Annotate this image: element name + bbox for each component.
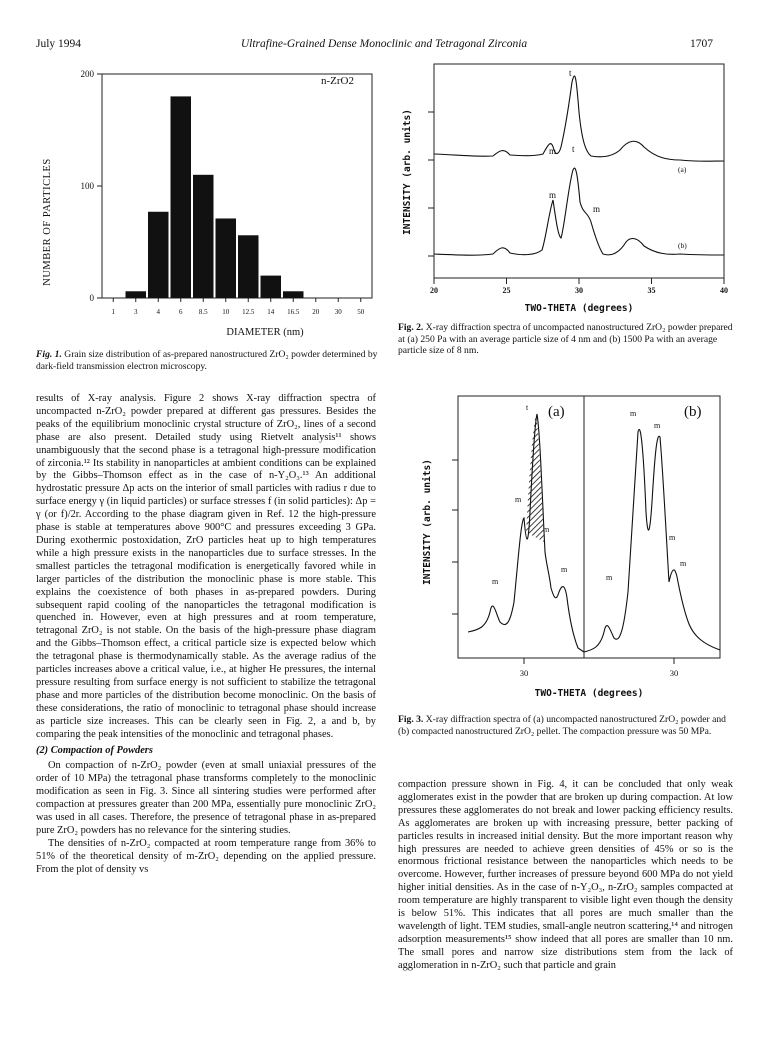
fig3-peak-a-m2: m [543, 525, 550, 534]
fig3-peak-b-m2: m [654, 421, 661, 430]
fig1-frame [102, 74, 372, 298]
fig3-curve-b [584, 429, 720, 652]
fig3-peak-b-m3: m [669, 533, 676, 542]
fig2-ylabel: INTENSITY (arb. units) [402, 109, 413, 235]
fig2-xtick-label: 20 [430, 286, 438, 295]
fig2-caption-text: X-ray diffraction spectra of uncompacted nanostructured ZrO₂ powder prepared at (a) 250 Pa with an average particle size of 4 nm and (b) 1500 Pa with an average particle size of 8 nm. [398, 322, 733, 356]
fig2-peak-label-t2: t [572, 144, 575, 154]
fig1-ytick-label: 200 [80, 69, 94, 79]
fig3-xtick-b: 30 [669, 668, 679, 678]
left-paragraph-2: On compaction of n-ZrO₂ powder (even at small uniaxial pressures of the order of 10 MPa) the tetragonal phase transforms completely to the monoclinic modification as seen in Fig. 3. Since all sintering studies were performed after compaction at pressures greater than 200 MPa, essentially pure monoclinic ZrO₂ was used in all cases. Therefore, the presence of tetragonal phase in as-prepared pure ZrO₂ powders has no relevance for the sintering studies. [36, 760, 376, 836]
fig1-ytick-label: 100 [80, 181, 94, 191]
fig1-xtick-label: 50 [357, 308, 365, 316]
fig2-xtick-label: 40 [720, 286, 728, 295]
fig3-frame [458, 396, 720, 658]
fig2-peak-label-m2: m [549, 190, 557, 200]
fig2-peak-label-m1: m [549, 146, 557, 156]
fig1-bar [261, 276, 282, 298]
fig3-panel-a: (a) [548, 404, 565, 420]
fig3-caption-text: X-ray diffraction spectra of (a) uncompacted nanostructured ZrO₂ powder and (b) compacted nanostructured ZrO₂ pellet. The compaction pressure was 50 MPa. [398, 714, 726, 737]
fig3-peak-b-m5: m [680, 559, 687, 568]
fig3-caption-label: Fig. 3. [398, 714, 424, 725]
fig2-curve-label-a: (a) [678, 165, 687, 174]
fig1-caption-text: Grain size distribution of as-prepared nanostructured ZrO₂ powder determined by dark-field transmission electron microscopy. [36, 349, 378, 372]
fig1-xtick-label: 12.5 [242, 308, 255, 316]
fig3-peak-a-m3: m [492, 577, 499, 586]
fig3-ylabel: INTENSITY (arb. units) [422, 459, 433, 585]
right-column [398, 779, 733, 973]
fig1-chart [36, 62, 386, 344]
header-page-number: 1707 [690, 38, 713, 50]
fig1-bar [193, 175, 214, 298]
fig3-yticks [452, 460, 458, 614]
header-title: Ultrafine-Grained Dense Monoclinic and Tetragonal Zirconia [240, 38, 528, 50]
fig2-xlabel: TWO-THETA (degrees) [524, 303, 634, 314]
left-paragraph-3: The densities of n-ZrO₂ compacted at room temperature range from 36% to 51% of the theoretical density of m-ZrO₂ depending on the applied pressure. From the plot of density vs [36, 837, 376, 875]
fig2-xtick-label: 35 [647, 286, 656, 295]
fig1-xtick-label: 1 [111, 308, 115, 316]
fig2-peak-label-t1: t [569, 68, 572, 78]
fig1-legend: n-ZrO2 [321, 75, 354, 87]
fig1-caption [36, 349, 381, 372]
fig1-xlabel: DIAMETER (nm) [226, 327, 304, 338]
fig1-caption-label: Fig. 1. [36, 349, 62, 360]
fig1-xtick-label: 20 [312, 308, 320, 316]
fig1-bar [283, 291, 304, 298]
fig2-xtick-label: 25 [502, 286, 511, 295]
header-date: July 1994 [36, 38, 82, 50]
fig3-peak-a-t: t [526, 403, 529, 412]
fig3-caption [398, 714, 733, 737]
fig1-xtick-label: 14 [267, 308, 275, 316]
fig1-xtick-label: 30 [334, 308, 342, 316]
section-heading: (2) Compaction of Powders [36, 745, 153, 757]
fig1-bar [238, 235, 259, 298]
fig1-xtick-label: 8.5 [198, 308, 208, 316]
fig1-bar [126, 291, 147, 298]
fig2-yticks [428, 112, 434, 256]
left-paragraph-1: results of X-ray analysis. Figure 2 shows X-ray diffraction spectra of uncompacted n-ZrO₂ powder prepared at different gas pressures. Besides the peaks of the equilibrium monoclinic crystal structure of ZrO₂, lines of a second phase are also present. Detailed study using Rietvelt analysis¹¹ shows unambiguously that the second phase is a tetragonal high-pressure modification of zirconia.¹² Its stability in nanoparticles at ambient conditions can be explained by the Gibbs–Thomson effect as in the case of n-Y₂O₃.¹³ An additional hydrostatic pressure Δp acts on the interior of small particles with radius r due to surface energy γ (in liquid particles) or surface stresses f (in solid particles): Δp = γ (or f)/2r. According to the phase diagram given in Ref. 12 the high-pressure phase is stable at temperatures above 900°C and pressures exceeding 3 GPa. During exothermic postoxidation, ZrO particles heat up to high temperatures while a high pressure exists in the nanoparticles due to surface stresses. In the smallest particles the tetragonal modification is energetically favored while in larger particles of the distribution the monoclinic phase is more stable. This explains the coexistence of both phases in as-prepared powders. During subsequent rapid cooling of the nanoparticles the tetragonal modification is quenched in. However, even at high pressures and at room temperature, tetragonal ZrO₂ is not stable. On the basis of the high-pressure phase diagram and the Gibbs–Thomson effect, a critical particle size is expected below which the tetragonal phase is thermodynamically stable. As the average radius of the particles increases above a critical value, i.e., at higher He pressures, the internal pressure resulting from surface energy is not sufficient to stabilize the tetragonal phase and more particles of the distribution become monoclinic. On the basis of these considerations, the ratio of monoclinic to tetragonal phase should increase as particle size increases. This can be clearly seen in Fig. 2, a and b, by comparing the peak intensities of the monoclinic and tetragonal phases. [36, 393, 376, 740]
fig2-curve-label-b: (b) [678, 241, 687, 250]
right-paragraph-1: compaction pressure shown in Fig. 4, it can be concluded that only weak agglomerates exist in the powder that are broken up during compaction. At low pressures these agglomerates do not break and lower packing efficiency results. As agglomerates are broken up with increasing pressure, better packing of particles results in increased initial density. But the more important reason why high pressures are needed to achieve green densities of 45% or so is the enormous frictional resistance between the nanoparticles which needs to be overcome. However, further increases of pressure beyond 600 MPa do not yield higher initial densities. As in the case of n-Y₂O₃, n-ZrO₂ samples compacted at room temperature are highly transparent to visible light even though the density is below 51%. This indicates that all pores are much smaller than the wavelength of light. TEM studies, small-angle neutron scattering,¹⁴ and nitrogen adsorption measurements¹⁵ show indeed that all pores are smaller than 10 nm. The small pores and narrow size distributions stem from the lack of agglomeration in n-ZrO₂ such that particle and grain [398, 779, 733, 971]
fig1-bar [216, 218, 237, 298]
fig1-xtick-label: 16.5 [287, 308, 300, 316]
fig3-peak-b-m4: m [606, 573, 613, 582]
left-column [36, 393, 376, 877]
fig3-peak-b-m1: m [630, 409, 637, 418]
fig3-curve-a [468, 414, 584, 652]
fig1-xtick-label: 4 [156, 308, 160, 316]
fig1-xtick-label: 6 [179, 308, 183, 316]
fig2-caption [398, 322, 733, 357]
fig2-curve-a [434, 76, 724, 161]
fig2-peak-label-m3: m [593, 204, 601, 214]
fig2-chart [398, 52, 738, 316]
fig3-panel-b: (b) [684, 404, 702, 420]
fig2-caption-label: Fig. 2. [398, 322, 424, 333]
fig1-bar [171, 96, 192, 298]
fig1-xtick-label: 3 [134, 308, 138, 316]
fig3-peak-a-m4: m [561, 565, 568, 574]
fig1-bar [148, 212, 169, 298]
fig1-ytick-label: 0 [89, 293, 94, 303]
fig1-xtick-label: 10 [222, 308, 230, 316]
fig2-xtick-label: 30 [575, 286, 583, 295]
fig3-xlabel: TWO-THETA (degrees) [534, 688, 644, 699]
fig3-chart [398, 392, 738, 704]
fig3-xtick-a: 30 [519, 668, 529, 678]
fig3-peak-a-m1: m [515, 495, 522, 504]
fig1-ylabel: NUMBER OF PARTICLES [42, 158, 53, 286]
